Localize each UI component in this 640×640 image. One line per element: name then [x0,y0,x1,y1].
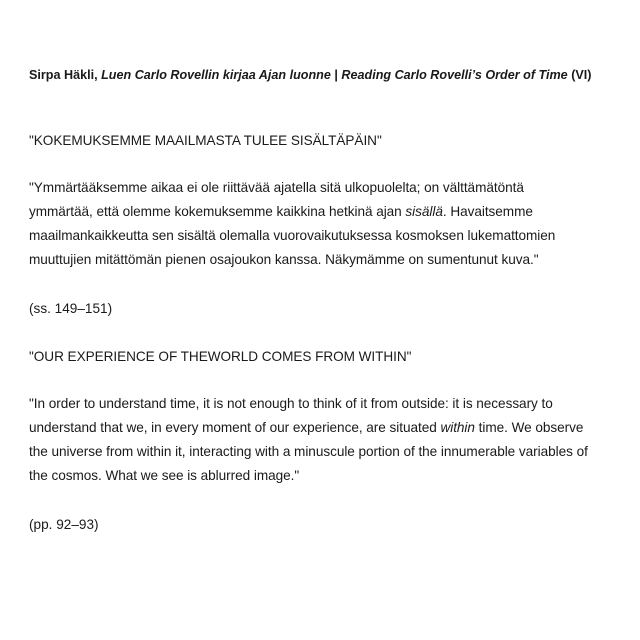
finnish-quote-line-1: "Ymmärtääksemme aikaa ei ole riittävää ajatella sitä ulkopuolelta; on välttämätöntä [29,180,524,195]
finnish-quote-line-3: maailmankaikkeutta sen sisältä olemalla vuorovaikutuksessa kosmoksen lukemattomien [29,228,556,243]
english-line2-text: understand that we, in every moment of our experience, are situated [29,420,441,435]
finnish-quote [29,176,619,272]
english-quote-line-4: the cosmos. What we see is ablurred image." [29,468,300,483]
english-quote-line-2 [29,416,619,440]
finnish-citation: (ss. 149–151) [29,301,113,316]
english-heading: "OUR EXPERIENCE OF THEWORLD COMES FROM WITHIN" [29,349,412,364]
document-header [29,66,592,84]
finnish-line2-emphasis: sisällä [405,204,443,219]
english-line2-emphasis: within [440,420,475,435]
english-citation: (pp. 92–93) [29,517,99,532]
finnish-line2-tail: . Havaitsemme [442,204,533,219]
english-quote [29,392,619,488]
header-separator: | [330,68,342,82]
header-title-finnish: Luen Carlo Rovellin kirjaa Ajan luonne [101,68,331,82]
header-author: Sirpa Häkli, [29,68,102,82]
header-part: (VI) [567,68,592,82]
finnish-heading: "KOKEMUKSEMME MAAILMASTA TULEE SISÄLTÄPÄIN" [29,133,382,148]
english-quote-line-3: the universe from within it, interacting with a minuscule portion of the innumerable variables of [29,444,588,459]
finnish-line2-text: ymmärtää, että olemme kokemuksemme kaikkina hetkinä ajan [29,204,406,219]
english-line2-tail: time. We observe [474,420,584,435]
finnish-quote-line-4: muuttujien mitättömän pienen osajoukon kanssa. Näkymämme on sumentunut kuva." [29,252,539,267]
english-quote-line-1: "In order to understand time, it is not enough to think of it from outside: it is necessary to [29,396,553,411]
finnish-quote-line-2 [29,200,619,224]
header-title-english: Reading Carlo Rovelli’s Order of Time [341,68,568,82]
